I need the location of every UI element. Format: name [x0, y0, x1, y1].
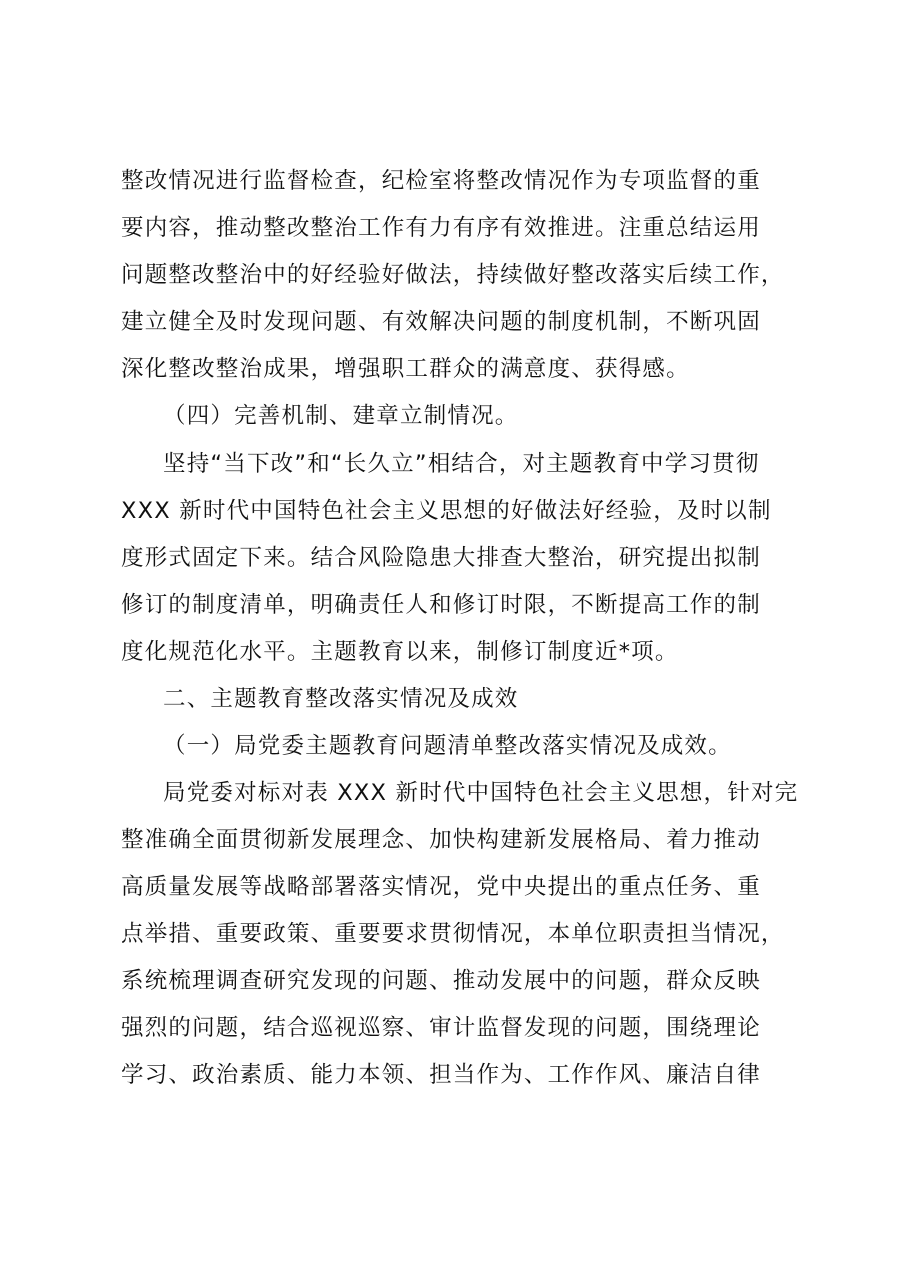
- text-line: 强烈的问题，结合巡视巡察、审计监督发现的问题，围绕理论: [121, 1015, 761, 1041]
- text-line: 坚持“当下改”和“长久立”相结合，对主题教育中学习贯彻: [163, 451, 760, 477]
- text-line: 建立健全及时发现问题、有效解决问题的制度机制，不断巩固: [121, 309, 761, 335]
- section-heading: （四）完善机制、建章立制情况。: [163, 403, 519, 429]
- section-heading: 二、主题教育整改落实情况及成效: [163, 686, 519, 712]
- text-line: 点举措、重要政策、重要要求贯彻情况，本单位职责担当情况，: [121, 921, 785, 947]
- text-line: 局党委对标对表 XXX 新时代中国特色社会主义思想，针对完: [163, 780, 799, 806]
- text-line: 修订的制度清单，明确责任人和修订时限，不断提高工作的制: [121, 592, 761, 618]
- text-line: 度形式固定下来。结合风险隐患大排查大整治，研究提出拟制: [121, 545, 761, 571]
- subsection-heading: （一）局党委主题教育问题清单整改落实情况及成效。: [163, 733, 732, 759]
- text-line: 深化整改整治成果，增强职工群众的满意度、获得感。: [121, 356, 690, 382]
- text-line: 度化规范化水平。主题教育以来，制修订制度近*项。: [121, 639, 679, 665]
- text-line: 问题整改整治中的好经验好做法，持续做好整改落实后续工作，: [121, 262, 785, 288]
- text-line: 要内容，推动整改整治工作有力有序有效推进。注重总结运用: [121, 215, 761, 241]
- text-line: 整准确全面贯彻新发展理念、加快构建新发展格局、着力推动: [121, 827, 761, 853]
- text-line: 学习、政治素质、能力本领、担当作为、工作作风、廉洁自律: [121, 1062, 761, 1088]
- text-line: 整改情况进行监督检查，纪检室将整改情况作为专项监督的重: [121, 168, 761, 194]
- text-line: 高质量发展等战略部署落实情况，党中央提出的重点任务、重: [121, 874, 761, 900]
- text-line: 系统梳理调查研究发现的问题、推动发展中的问题，群众反映: [121, 968, 761, 994]
- text-line: XXX 新时代中国特色社会主义思想的好做法好经验，及时以制: [121, 498, 772, 524]
